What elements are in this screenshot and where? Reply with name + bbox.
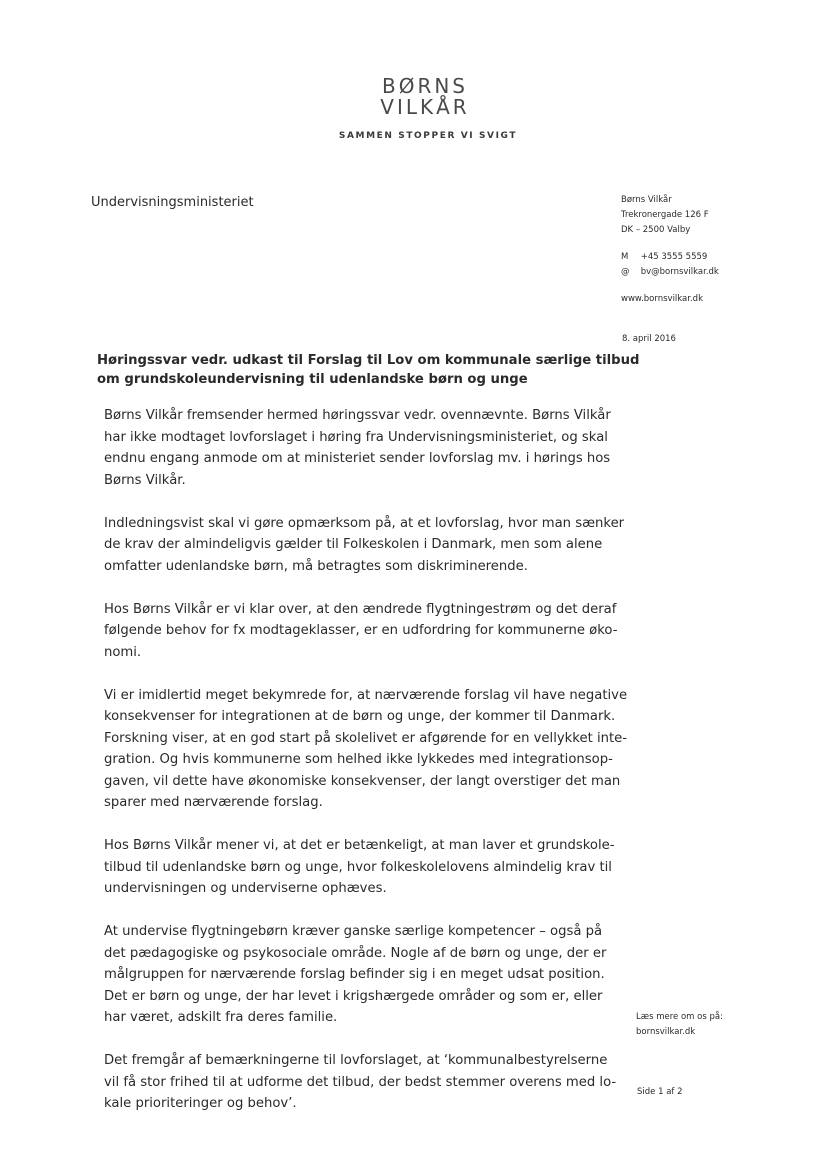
body-line: det pædagogiske og psykosociale område. Nogle af de børn og unge, der er xyxy=(104,945,607,961)
sender-name: Børns Vilkår xyxy=(621,195,672,205)
body-line: undervisningen og underviserne ophæves. xyxy=(104,881,387,896)
sidebar-note-label: Læs mere om os på: xyxy=(636,1012,723,1022)
body-line: Hos Børns Vilkår er vi klar over, at den ændrede flygtningestrøm og det deraf xyxy=(104,601,617,617)
paragraph-6 xyxy=(104,921,624,1029)
sender-email-row xyxy=(621,265,719,280)
sender-phone: +45 3555 5559 xyxy=(640,252,708,262)
body-line: omfatter udenlandske børn, må betragtes som diskriminerende. xyxy=(104,558,528,574)
page-number: Side 1 af 2 xyxy=(637,1087,683,1097)
body-line: sparer med nærværende forslag. xyxy=(104,795,323,810)
sender-city: DK – 2500 Valby xyxy=(621,225,691,235)
body-line: Hos Børns Vilkår mener vi, at det er betænkeligt, at man laver et grundskole- xyxy=(104,838,615,853)
sender-street: Trekronergade 126 F xyxy=(621,210,709,220)
logo-line-1: BØRNS xyxy=(381,74,468,98)
sender-address-block xyxy=(621,193,719,307)
letter-body xyxy=(104,405,628,1136)
paragraph-4 xyxy=(104,685,628,814)
sender-email[interactable]: bv@bornsvilkar.dk xyxy=(640,267,719,277)
body-line: følgende behov for fx modtageklasser, er en udfordring for kommunerne øko- xyxy=(104,623,618,638)
body-line: har været, adskilt fra deres familie. xyxy=(104,1010,338,1025)
body-line: endnu engang anmode om at ministeriet sender lovforslag mv. i hørings hos xyxy=(104,451,611,466)
body-line: har ikke modtaget lovforslaget i høring fra Undervisningsministeriet, og skal xyxy=(104,429,608,445)
organization-tagline: SAMMEN STOPPER VI SVIGT xyxy=(338,131,518,141)
paragraph-5 xyxy=(104,835,624,900)
letter-date: 8. april 2016 xyxy=(622,334,676,344)
body-line: Indledningsvist skal vi gøre opmærksom på, at et lovforslag, hvor man sænker xyxy=(104,515,625,531)
body-line: målgruppen for nærværende forslag befinder sig i en meget udsat position. xyxy=(104,967,605,982)
body-line: Vi er imidlertid meget bekymrede for, at nærværende forslag vil have negative xyxy=(104,687,628,703)
body-line: kale prioriteringer og behov’. xyxy=(104,1096,297,1111)
email-icon: @ xyxy=(621,267,630,277)
body-line: vil få stor frihed til at udforme det tilbud, der bedst stemmer overens med lo- xyxy=(104,1074,617,1090)
paragraph-3 xyxy=(104,599,624,664)
sidebar-note-link[interactable]: bornsvilkar.dk xyxy=(636,1027,696,1037)
phone-icon: M xyxy=(621,252,629,262)
body-line: tilbud til udenlandske børn og unge, hvor folkeskolelovens almindelig krav til xyxy=(104,859,612,875)
sidebar-note xyxy=(636,1010,723,1040)
paragraph-7 xyxy=(104,1050,624,1115)
organization-logo xyxy=(0,76,828,118)
sender-website[interactable]: www.bornsvilkar.dk xyxy=(621,294,704,304)
subject-line: Høringssvar vedr. udkast til Forslag til Lov om kommunale særlige tilbud xyxy=(97,353,640,368)
body-line: Forskning viser, at en god start på skolelivet er afgørende for en vellykket inte- xyxy=(104,730,628,746)
body-line: Det fremgår af bemærkningerne til lovforslaget, at ‘kommunalbestyrelserne xyxy=(104,1053,608,1068)
body-line: Det er børn og unge, der har levet i krigshærgede områder og som er, eller xyxy=(104,988,603,1004)
sender-phone-row xyxy=(621,250,719,265)
recipient-name: Undervisningsministeriet xyxy=(91,195,254,210)
letter-subject xyxy=(97,351,640,389)
subject-line: om grundskoleundervisning til udenlandske børn og unge xyxy=(97,372,528,387)
body-line: konsekvenser for integrationen at de børn og unge, der kommer til Danmark. xyxy=(104,709,616,724)
body-line: Børns Vilkår. xyxy=(104,472,186,488)
body-line: gaven, vil dette have økonomiske konsekvenser, der langt overstiger det man xyxy=(104,773,621,789)
body-line: nomi. xyxy=(104,644,142,660)
body-line: de krav der almindeligvis gælder til Folkeskolen i Danmark, men som alene xyxy=(104,537,603,552)
body-line: Børns Vilkår fremsender hermed høringssvar vedr. ovennævnte. Børns Vilkår xyxy=(104,408,611,423)
body-line: gration. Og hvis kommunerne som helhed ikke lykkedes med integrationsop- xyxy=(104,752,613,767)
paragraph-1 xyxy=(104,405,624,491)
logo-line-2: VILKÅR xyxy=(380,95,470,119)
paragraph-2 xyxy=(104,513,624,578)
body-line: At undervise flygtningebørn kræver ganske særlige kompetencer – også på xyxy=(104,924,603,939)
